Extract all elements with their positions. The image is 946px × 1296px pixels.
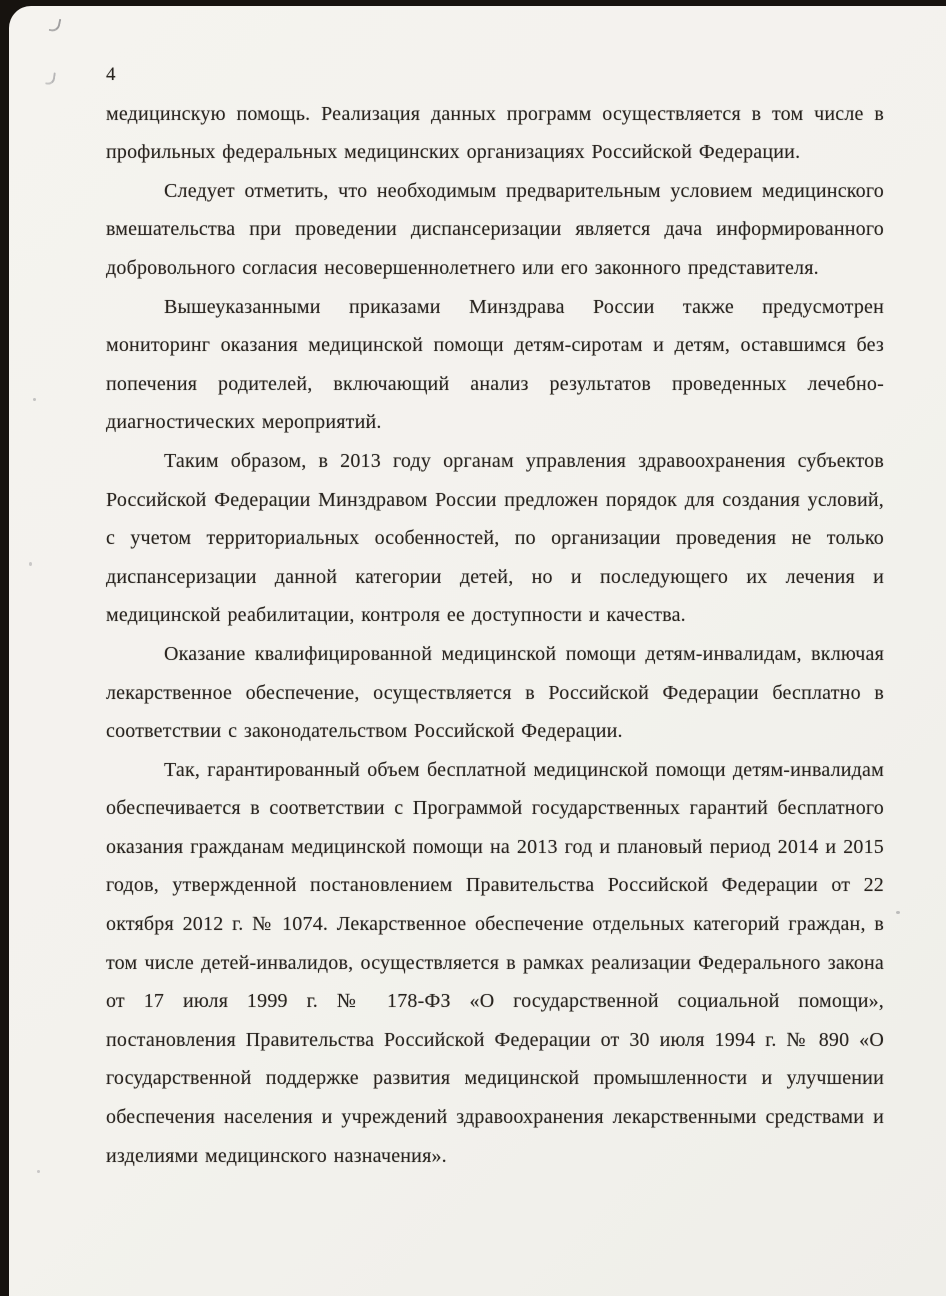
paragraph: Вышеуказанными приказами Минздрава России также предусмотрен мониторинг оказания медицинской помощи детям-сиротам и детям, оставшимся без попечения родителей, включающий анализ результатов проведенных лечебно-диагностических мероприятий. (106, 295, 884, 434)
paragraph: Оказание квалифицированной медицинской помощи детям-инвалидам, включая лекарственное обеспечение, осуществляется в Российской Федерации бесплатно в соответствии с законодательством Российской Федерации. (106, 642, 884, 743)
scan-artifact (33, 398, 36, 401)
paragraph: медицинскую помощь. Реализация данных программ осуществляется в том числе в профильных федеральных медицинских организациях Российской Федерации. (106, 102, 884, 164)
paragraph: Так, гарантированный объем бесплатной медицинской помощи детям-инвалидам обеспечивается в соответствии с Программой государственных гарантий бесплатного оказания гражданам медицинской помощи на 2013 год и плановый период 2014 и 2015 годов, утвержденной постановлением Правительства Российской Федерации от 22 октября 2012 г. № 1074. Лекарственное обеспечение отдельных категорий граждан, в том числе детей-инвалидов, осуществляется в рамках реализации Федерального закона от 17 июля 1999 г. № 178-ФЗ «О государственной социальной помощи», постановления Правительства Российской Федерации от 30 июля 1994 г. № 890 «О государственной поддержке развития медицинской промышленности и улучшении обеспечения населения и учреждений здравоохранения лекарственными средствами и изделиями медицинского назначения». (106, 758, 884, 1167)
paper-sheet (9, 6, 946, 1296)
scan-artifact (37, 1170, 40, 1173)
document-body (106, 56, 884, 1175)
scan-artifact (45, 71, 56, 85)
paragraph: Таким образом, в 2013 году органам управления здравоохранения субъектов Российской Федерации Минздравом России предложен порядок для создания условий, с учетом территориальных особенностей, по организации проведения не только диспансеризации данной категории детей, но и последующего их лечения и медицинской реабилитации, контроля ее доступности и качества. (106, 449, 884, 627)
paragraph: Следует отметить, что необходимым предварительным условием медицинского вмешательства при проведении диспансеризации является дача информированного добровольного согласия несовершеннолетнего или его законного представителя. (106, 179, 884, 279)
scan-artifact (896, 911, 900, 914)
scan-artifact (29, 562, 32, 566)
scan-artifact (49, 17, 62, 33)
page-number: 4 (106, 64, 116, 85)
